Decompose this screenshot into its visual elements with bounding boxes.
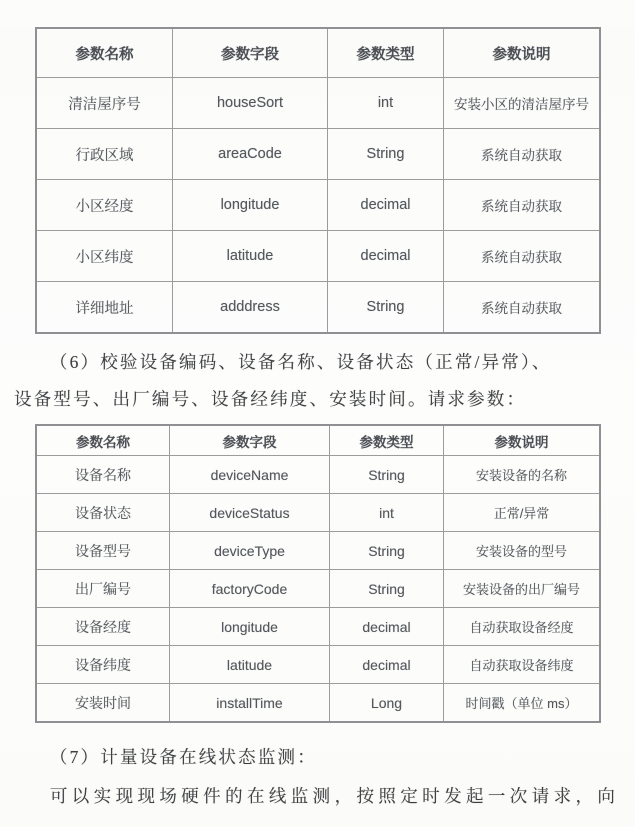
table-cell: 系统自动获取 bbox=[444, 231, 601, 282]
table-cell: String bbox=[328, 129, 444, 180]
table-cell: 出厂编号 bbox=[36, 570, 170, 608]
table-row bbox=[36, 231, 600, 282]
table-cell: 自动获取设备经度 bbox=[444, 608, 601, 646]
table-cell: 安装设备的出厂编号 bbox=[444, 570, 601, 608]
table-cell: houseSort bbox=[173, 78, 328, 129]
parameter-table-cleanhouse bbox=[35, 27, 601, 334]
table-cell: longitude bbox=[173, 180, 328, 231]
table-cell: deviceStatus bbox=[170, 494, 330, 532]
table-cell: deviceName bbox=[170, 456, 330, 494]
table-cell: 时间戳（单位 ms） bbox=[444, 684, 601, 723]
table-row bbox=[36, 180, 600, 231]
table-cell: decimal bbox=[328, 231, 444, 282]
table-cell: 设备状态 bbox=[36, 494, 170, 532]
table-row bbox=[36, 570, 600, 608]
table-cell: String bbox=[330, 532, 444, 570]
column-header: 参数名称 bbox=[36, 28, 173, 78]
table-cell: String bbox=[330, 456, 444, 494]
table-row bbox=[36, 78, 600, 129]
paragraph-6-line1: （6）校验设备编码、设备名称、设备状态（正常/异常）、 bbox=[49, 352, 552, 372]
table-cell: 小区经度 bbox=[36, 180, 173, 231]
table-row bbox=[36, 532, 600, 570]
table-cell: 设备名称 bbox=[36, 456, 170, 494]
table-cell: latitude bbox=[170, 646, 330, 684]
table-cell: 设备经度 bbox=[36, 608, 170, 646]
table-cell: 安装设备的名称 bbox=[444, 456, 601, 494]
table-cell: longitude bbox=[170, 608, 330, 646]
table-cell: String bbox=[330, 570, 444, 608]
table-cell: int bbox=[328, 78, 444, 129]
table-cell: latitude bbox=[173, 231, 328, 282]
table-cell: decimal bbox=[328, 180, 444, 231]
table-cell: 安装设备的型号 bbox=[444, 532, 601, 570]
table-row bbox=[36, 646, 600, 684]
table-cell: 系统自动获取 bbox=[444, 180, 601, 231]
table-cell: 安装小区的清洁屋序号 bbox=[444, 78, 601, 129]
column-header: 参数类型 bbox=[330, 425, 444, 456]
table-cell: 自动获取设备纬度 bbox=[444, 646, 601, 684]
table-row bbox=[36, 456, 600, 494]
table-cell: 详细地址 bbox=[36, 282, 173, 334]
paragraph-7-body: 可以实现现场硬件的在线监测，按照定时发起一次请求，向 bbox=[49, 786, 620, 806]
table-row bbox=[36, 608, 600, 646]
table-row bbox=[36, 129, 600, 180]
column-header: 参数字段 bbox=[173, 28, 328, 78]
column-header: 参数说明 bbox=[444, 425, 601, 456]
table-cell: 设备纬度 bbox=[36, 646, 170, 684]
paragraph-7 bbox=[14, 738, 621, 816]
table-cell: areaCode bbox=[173, 129, 328, 180]
document-page bbox=[0, 27, 635, 827]
column-header: 参数字段 bbox=[170, 425, 330, 456]
paragraph-6-line2: 设备型号、出厂编号、设备经纬度、安装时间。请求参数： bbox=[14, 389, 527, 409]
table-cell: 正常/异常 bbox=[444, 494, 601, 532]
table-row bbox=[36, 684, 600, 723]
table-cell: int bbox=[330, 494, 444, 532]
table-cell: 清洁屋序号 bbox=[36, 78, 173, 129]
table-row bbox=[36, 282, 600, 334]
table-cell: 小区纬度 bbox=[36, 231, 173, 282]
table-cell: 设备型号 bbox=[36, 532, 170, 570]
table-cell: 安装时间 bbox=[36, 684, 170, 723]
column-header: 参数说明 bbox=[444, 28, 601, 78]
table-cell: factoryCode bbox=[170, 570, 330, 608]
column-header: 参数类型 bbox=[328, 28, 444, 78]
table-cell: decimal bbox=[330, 608, 444, 646]
table-cell: installTime bbox=[170, 684, 330, 723]
header-row bbox=[36, 425, 600, 456]
paragraph-7-heading: （7）计量设备在线状态监测： bbox=[49, 747, 317, 767]
table-cell: decimal bbox=[330, 646, 444, 684]
table-row bbox=[36, 494, 600, 532]
header-row bbox=[36, 28, 600, 78]
table-cell: 行政区域 bbox=[36, 129, 173, 180]
table-cell: adddress bbox=[173, 282, 328, 334]
table-cell: 系统自动获取 bbox=[444, 282, 601, 334]
paragraph-6 bbox=[14, 344, 621, 418]
table-cell: deviceType bbox=[170, 532, 330, 570]
table-cell: String bbox=[328, 282, 444, 334]
column-header: 参数名称 bbox=[36, 425, 170, 456]
table-cell: Long bbox=[330, 684, 444, 723]
parameter-table-device bbox=[35, 424, 601, 723]
table-cell: 系统自动获取 bbox=[444, 129, 601, 180]
